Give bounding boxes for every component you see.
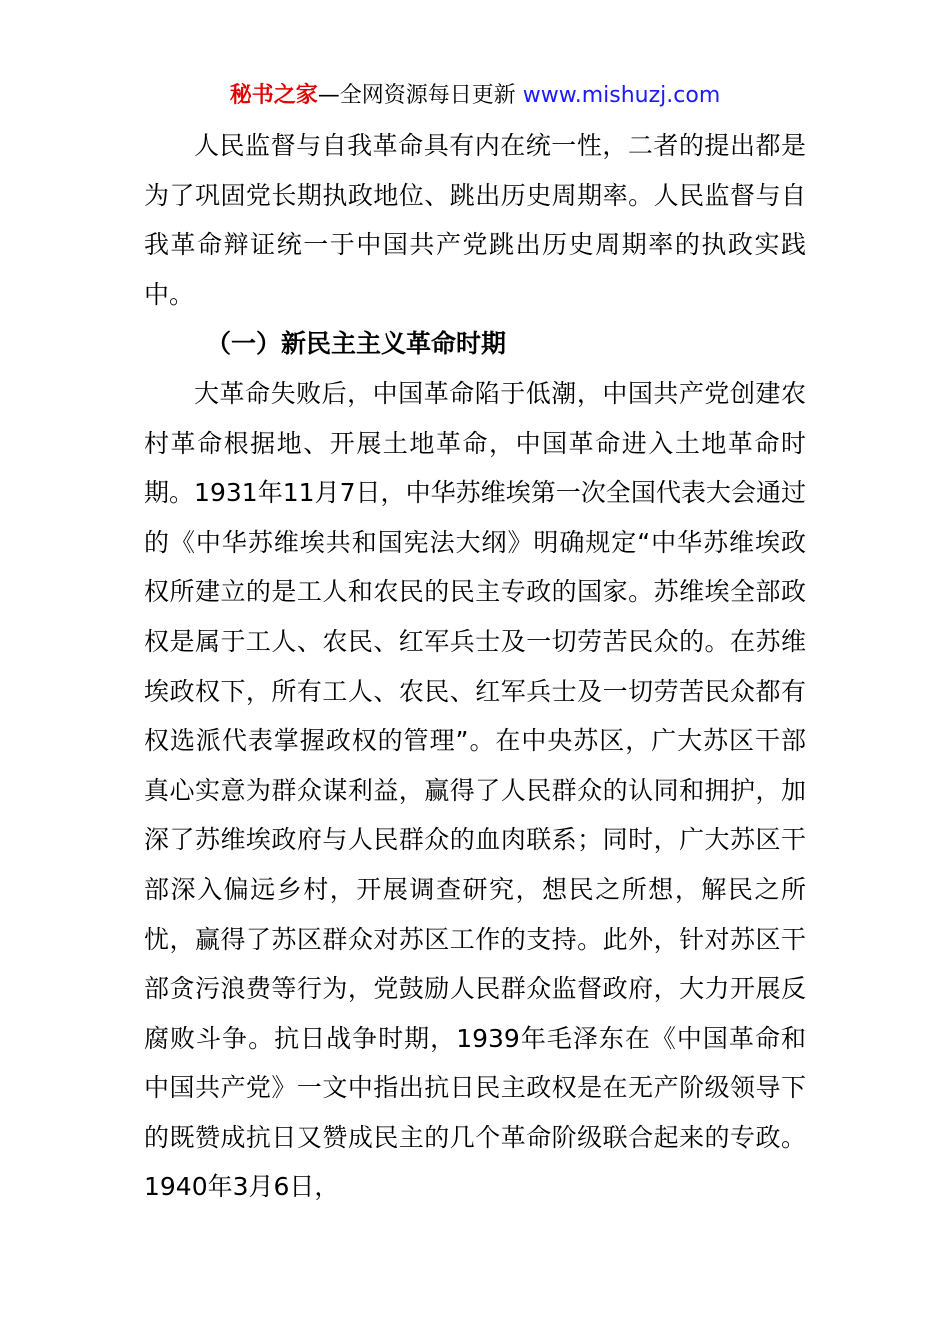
- header-brand: 秘书之家: [229, 83, 318, 108]
- header-tagline: —全网资源每日更新: [317, 83, 523, 108]
- header-site-url[interactable]: www.mishuzj.com: [522, 83, 721, 108]
- paragraph-intro: 人民监督与自我革命具有内在统一性，二者的提出都是为了巩固党长期执政地位、跳出历史周期率。人民监督与自我革命辩证统一于中国共产党跳出历史周期率的执政实践中。: [144, 131, 806, 309]
- document-body: [144, 121, 806, 1212]
- section-heading: （一）新民主主义革命时期: [206, 329, 507, 359]
- paragraph-new-democratic-revolution: 大革命失败后，中国革命陷于低潮，中国共产党创建农村革命根据地、开展土地革命，中国革命进入土地革命时期。1931年11月7日，中华苏维埃第一次全国代表大会通过的《中华苏维埃共和国宪法大纲》明确规定“中华苏维埃政权所建立的是工人和农民的民主专政的国家。苏维埃全部政权是属于工人、农民、红军兵士及一切劳苦民众的。在苏维埃政权下，所有工人、农民、红军兵士及一切劳苦民众都有权选派代表掌握政权的管理”。在中央苏区，广大苏区干部真心实意为群众谋利益，赢得了人民群众的认同和拥护，加深了苏维埃政府与人民群众的血肉联系；同时，广大苏区干部深入偏远乡村，开展调查研究，想民之所想，解民之所忧，赢得了苏区群众对苏区工作的支持。此外，针对苏区干部贪污浪费等行为，党鼓励人民群众监督政府，大力开展反腐败斗争。抗日战争时期，1939年毛泽东在《中国革命和中国共产党》一文中指出抗日民主政权是在无产阶级领导下的既赞成抗日又赞成民主的几个革命阶级联合起来的专政。1940年3月6日，: [144, 378, 806, 1202]
- page-header: [0, 80, 950, 112]
